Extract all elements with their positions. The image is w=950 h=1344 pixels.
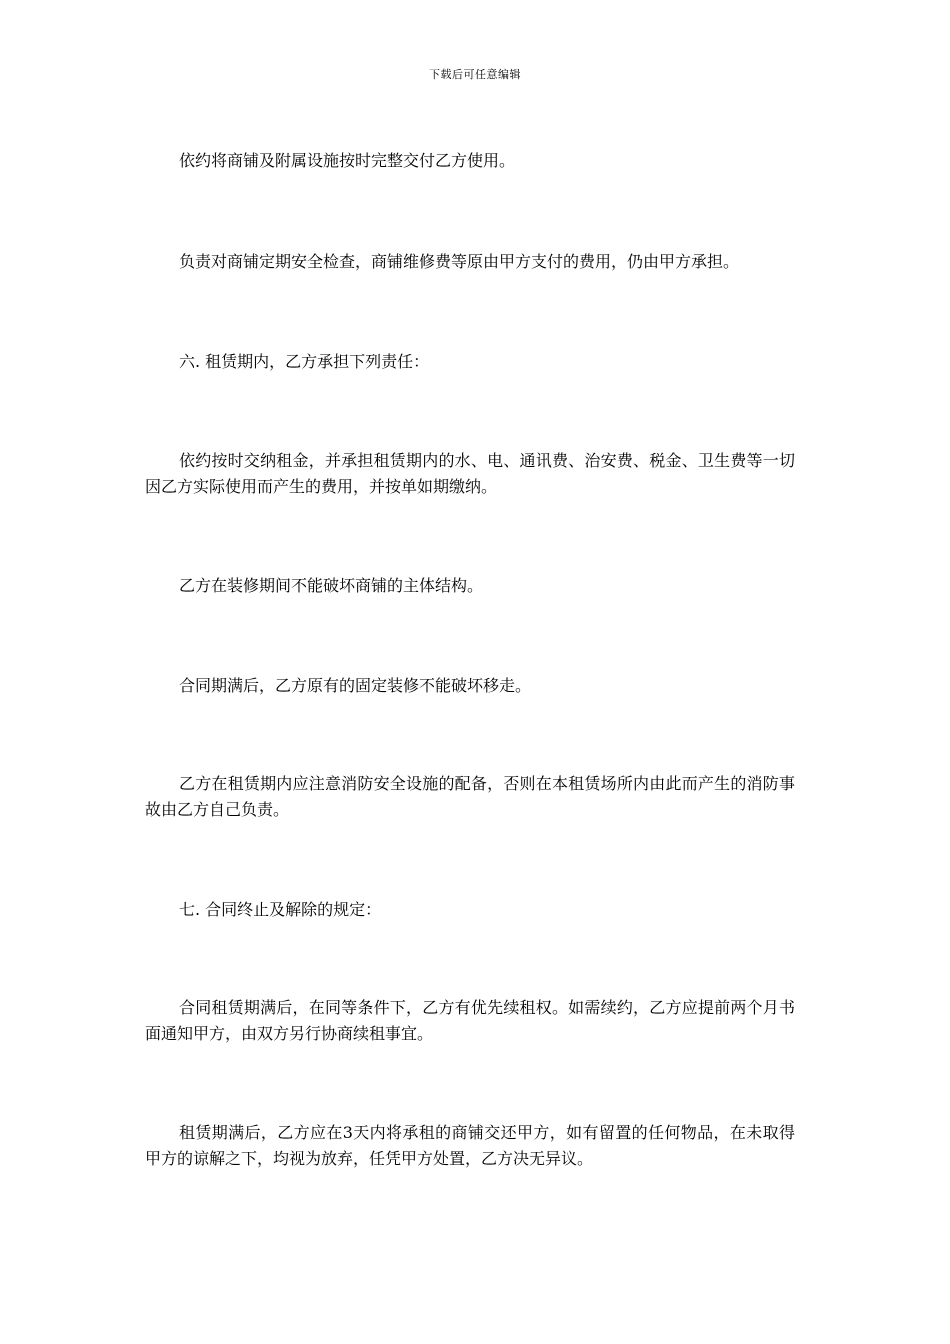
paragraph-renewal: 合同租赁期满后，在同等条件下，乙方有优先续租权。如需续约，乙方应提前两个月书面通知甲方，由双方另行协商续租事宜。 [145, 998, 795, 1043]
paragraph-return: 租赁期满后，乙方应在3天内将承租的商铺交还甲方，如有留置的任何物品，在未取得甲方的谅解之下，均视为放弃，任凭甲方处置，乙方决无异议。 [145, 1123, 795, 1168]
paragraph-delivery: 依约将商铺及附属设施按时完整交付乙方使用。 [179, 151, 516, 170]
paragraph-inspection: 负责对商铺定期安全检查，商铺维修费等原由甲方支付的费用，仍由甲方承担。 [179, 252, 740, 271]
paragraph-rent-payment: 依约按时交纳租金，并承担租赁期内的水、电、通讯费、治安费、税金、卫生费等一切因乙方实际使用而产生的费用，并按单如期缴纳。 [145, 451, 795, 496]
header-note: 下载后可任意编辑 [429, 68, 521, 81]
section-heading-six: 六. 租赁期内，乙方承担下列责任： [179, 352, 430, 371]
paragraph-fixed-decoration: 合同期满后，乙方原有的固定装修不能破坏移走。 [179, 676, 532, 695]
paragraph-fire-safety: 乙方在租赁期内应注意消防安全设施的配备，否则在本租赁场所内由此而产生的消防事故由乙方自己负责。 [145, 774, 795, 819]
paragraph-renovation: 乙方在装修期间不能破坏商铺的主体结构。 [179, 576, 484, 595]
section-heading-seven: 七. 合同终止及解除的规定： [179, 900, 382, 919]
